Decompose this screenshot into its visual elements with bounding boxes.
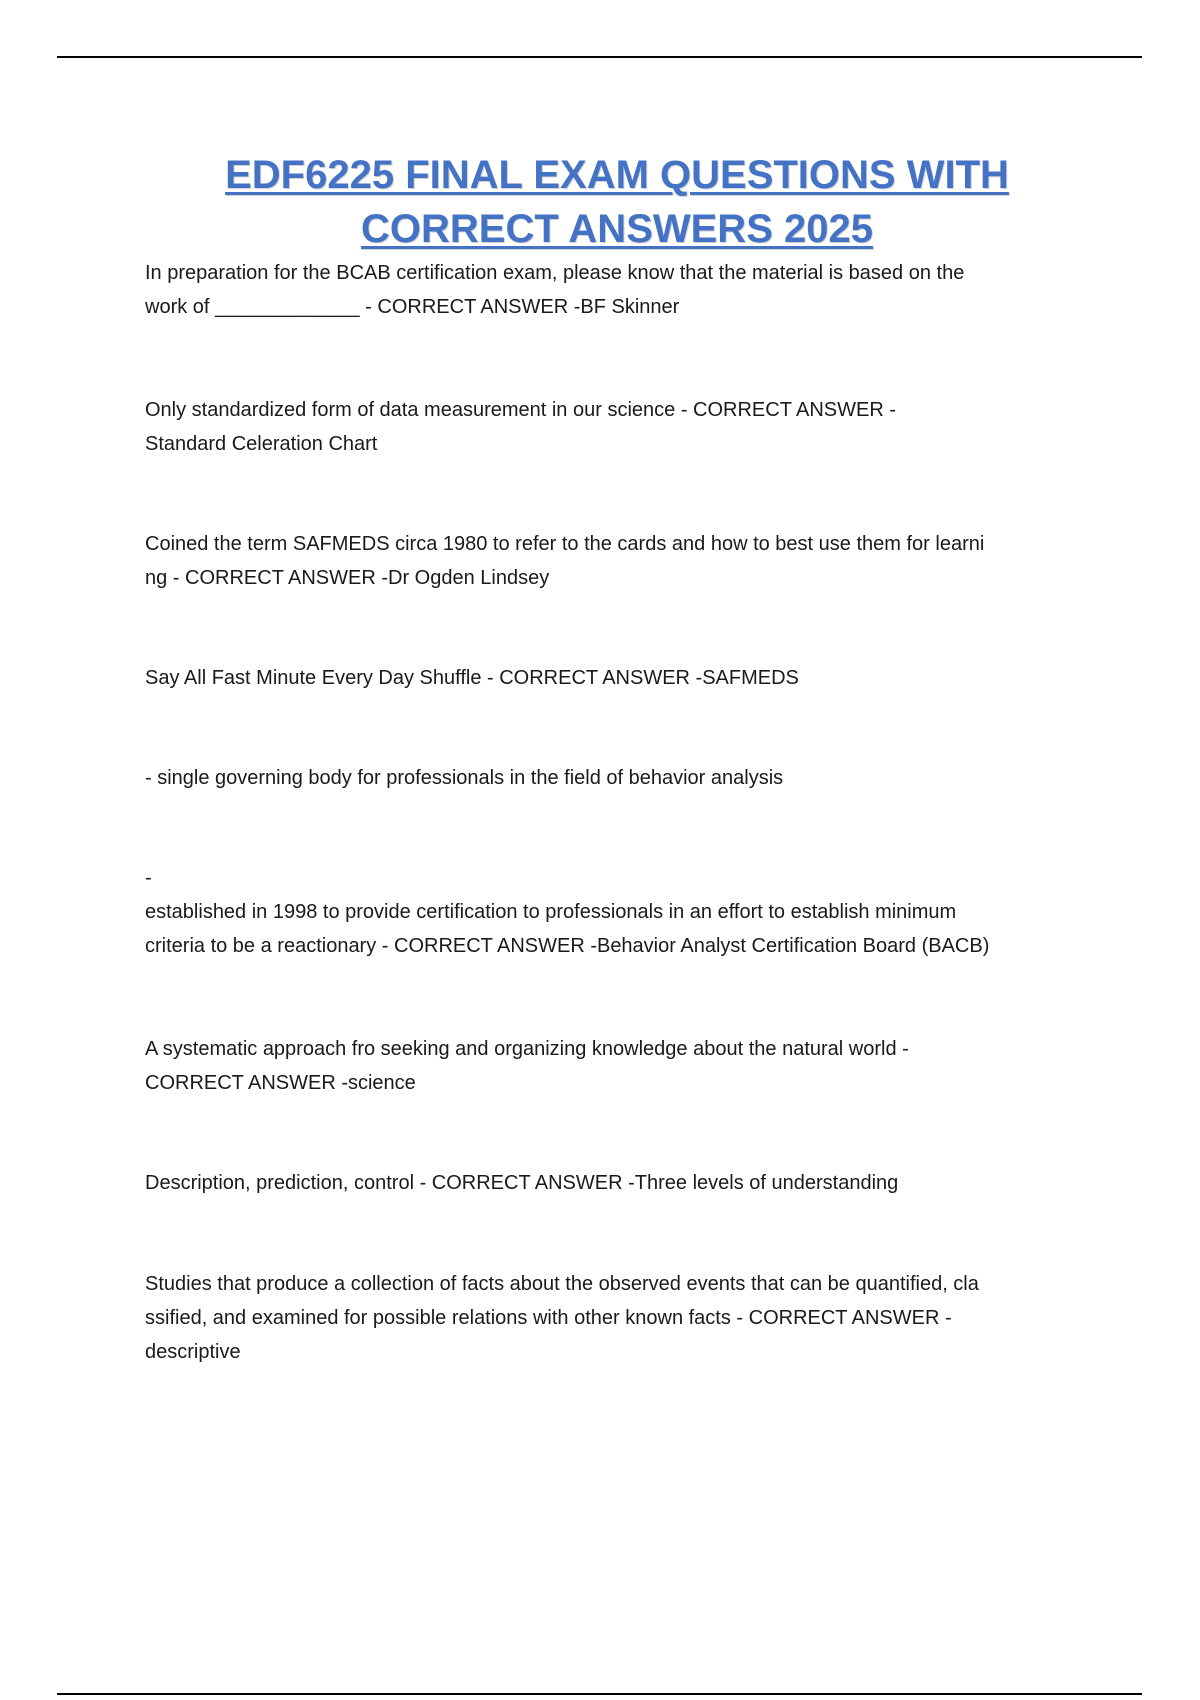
qa-entry-8: Description, prediction, control - CORRECT ANSWER -Three levels of understanding bbox=[145, 1172, 899, 1194]
qa-entry-2: Only standardized form of data measurement in our science - CORRECT ANSWER - Standard Celeration Chart bbox=[145, 399, 897, 455]
title-line-1: EDF6225 FINAL EXAM QUESTIONS WITH bbox=[225, 153, 1009, 197]
qa-entry-4: Say All Fast Minute Every Day Shuffle - CORRECT ANSWER -SAFMEDS bbox=[145, 667, 799, 689]
top-rule bbox=[57, 56, 1142, 58]
document-title bbox=[0, 148, 1200, 256]
qa-entry-9: Studies that produce a collection of facts about the observed events that can be quantified, cla ssified, and examined for possible relations with other known facts - CORRECT ANSWER - descriptive bbox=[145, 1273, 979, 1363]
title-line-2: CORRECT ANSWERS 2025 bbox=[361, 207, 873, 251]
qa-entry-3: Coined the term SAFMEDS circa 1980 to refer to the cards and how to best use them for learni ng - CORRECT ANSWER -Dr Ogden Lindsey bbox=[145, 533, 985, 589]
qa-entry-1: In preparation for the BCAB certification exam, please know that the material is based on the work of _____________ - CORRECT ANSWER -BF Skinner bbox=[145, 262, 965, 318]
qa-entry-5: - single governing body for professionals in the field of behavior analysis bbox=[145, 767, 784, 789]
qa-entry-6: - established in 1998 to provide certification to professionals in an effort to establish minimum criteria to be a reactionary - CORRECT ANSWER -Behavior Analyst Certification Board (BACB) bbox=[145, 867, 990, 957]
bottom-rule bbox=[57, 1693, 1142, 1695]
qa-entry-7: A systematic approach fro seeking and organizing knowledge about the natural world - CORRECT ANSWER -science bbox=[145, 1038, 909, 1094]
